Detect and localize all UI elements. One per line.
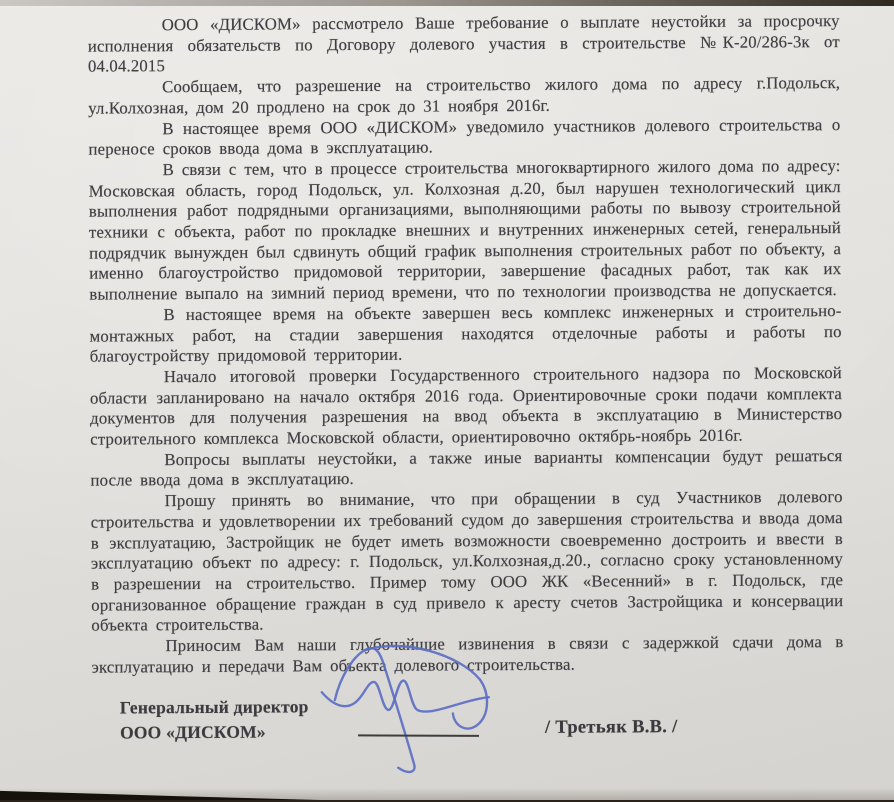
handwritten-signature xyxy=(313,635,514,781)
paragraph: Сообщаем, что разрешение на строительство жилого дома по адресу г.Подольск, ул.Колхозная, дом 20 продлено на срок до 31 ноября 2016г. xyxy=(88,73,841,118)
signer-name: / Третьяк В.В. / xyxy=(544,717,678,738)
signer-title-line2: ООО «ДИСКОМ» xyxy=(119,721,266,743)
paragraph: Прошу принять во внимание, что при обращении в суд Участников долевого строительства и удовлетворении их требований судом до завершения строительства и ввода дома в эксплуатацию, Застройщик не будет иметь возможности своевременно достроить и ввести в эксплуатацию объект по адресу: г. Подольск, ул.Колхозная,д.20., согласно сроку установленному в разрешении на строительство. Пример тому ООО ЖК «Весенний» в г. Подольск, где организованное обращение граждан в суд привело к аресту счетов Застройщика и консервации объекта строительства. xyxy=(90,487,844,636)
signer-title-line1: Генеральный директор xyxy=(119,696,309,718)
signer-title-block xyxy=(120,694,309,745)
paragraph: В настоящее время на объекте завершен весь комплекс инженерных и строительно-монтажных работ, на стадии завершения находятся отделочные работы и работы по благоустройству придомовой территории. xyxy=(89,300,842,366)
paragraph: ООО «ДИСКОМ» рассмотрело Ваше требование о выплате неустойки за просрочку исполнения обязательств по Договору долевого участия в строительстве №К-20/286-3к от 04.04.2015 xyxy=(87,11,840,77)
photo-top-edge xyxy=(0,0,894,6)
paragraph: Приносим Вам наши глубочайшие извинения в связи с задержкой сдачи дома в эксплуатацию и передачи Вам объекта долевого строительства. xyxy=(91,632,844,677)
paragraph: Начало итоговой проверки Государственного строительного надзора по Московской области запланировано на начало октября 2016 года. Ориентировочные сроки подачи комплекта документов для получения разрешения на ввод объекта в эксплуатацию в Министерство строительного комплекса Московской области, ориентировочно октябрь-ноябрь 2016г. xyxy=(89,362,843,449)
paragraph: В настоящее время ООО «ДИСКОМ» уведомило участников долевого строительства о переносе сроков ввода дома в эксплуатацию. xyxy=(88,114,841,159)
paragraph: Вопросы выплаты неустойки, а также иные варианты компенсации будут решаться после ввода дома в эксплуатацию. xyxy=(90,445,843,491)
paragraph: В связи с тем, что в процессе строительства многоквартирного жилого дома по адресу: Московская область, город Подольск, ул. Колхозная д.20, был нарушен технологический цикл выполнения работ подрядными организациями, выполняющими работы по вывозу строительной техники с объекта, работ по прокладке внешних и внутренних инженерных сетей, генеральный подрядчик вынужден был сдвинуть общий график выполнения строительных работ по объекту, а именно благоустройство придомовой территории, завершение фасадных работ, так как их выполнение выпало на зимний период времени, что по технологии производства не допускается. xyxy=(88,155,842,304)
